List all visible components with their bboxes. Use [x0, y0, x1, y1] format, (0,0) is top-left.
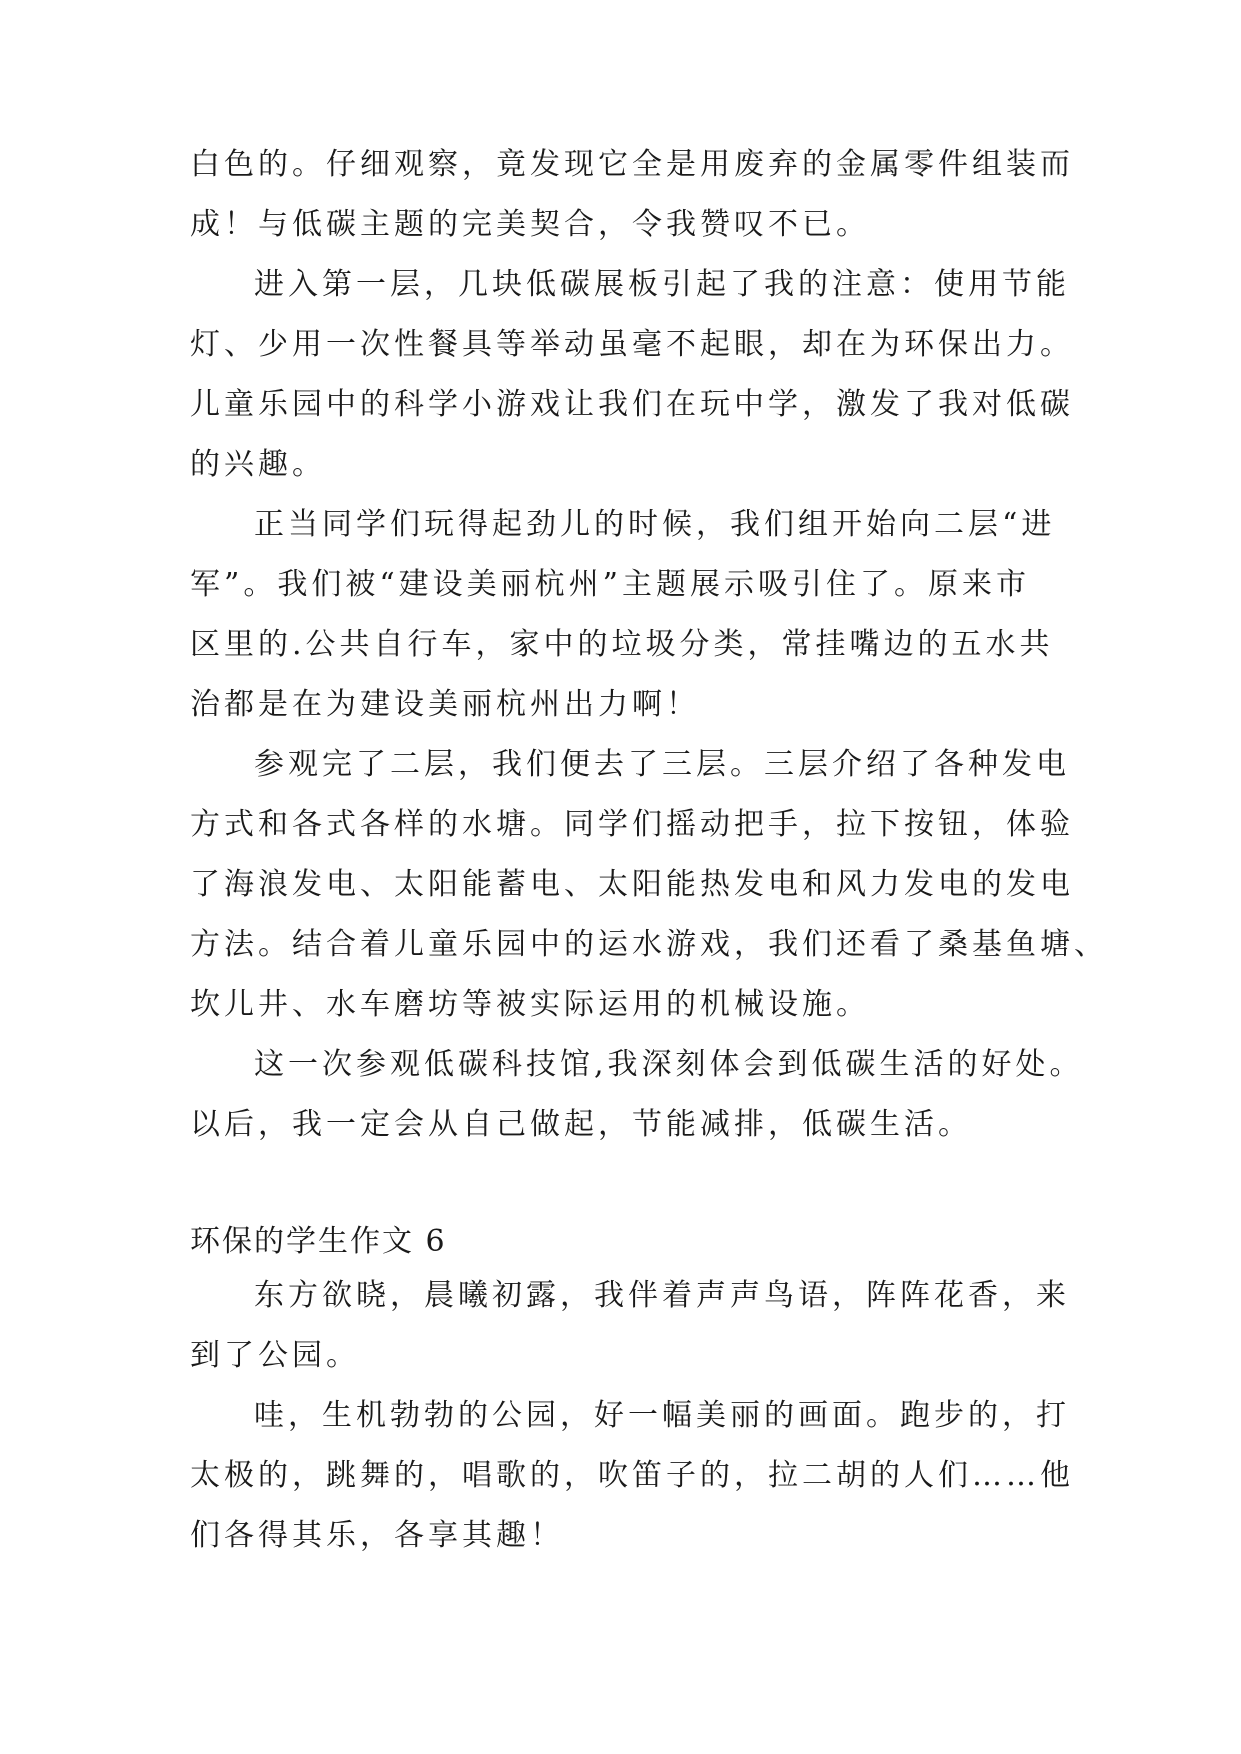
text-line: 参观完了二层，我们便去了三层。三层介绍了各种发电	[254, 747, 1070, 782]
text-line: 方式和各式各样的水塘。同学们摇动把手，拉下按钮，体验	[190, 807, 1074, 842]
text-line: 灯、少用一次性餐具等举动虽毫不起眼，却在为环保出力。	[190, 327, 1074, 362]
text-line: 这一次参观低碳科技馆,我深刻体会到低碳生活的好处。	[254, 1047, 1084, 1082]
section-title: 环保的学生作文 6	[190, 1224, 447, 1259]
text-line: 儿童乐园中的科学小游戏让我们在玩中学，激发了我对低碳	[190, 387, 1074, 422]
text-line: 到了公园。	[190, 1338, 360, 1373]
essay-body-part-1	[190, 135, 1108, 1155]
essay-body-part-2	[190, 1266, 1074, 1566]
text-line: 东方欲晓，晨曦初露，我伴着声声鸟语，阵阵花香，来	[254, 1278, 1070, 1313]
text-line: 的兴趣。	[190, 447, 326, 482]
text-line: 军”。我们被“建设美丽杭州”主题展示吸引住了。原来市	[190, 567, 1031, 602]
text-line: 白色的。仔细观察，竟发现它全是用废弃的金属零件组装而	[190, 147, 1074, 182]
text-line: 了海浪发电、太阳能蓄电、太阳能热发电和风力发电的发电	[190, 867, 1074, 902]
text-line: 哇，生机勃勃的公园，好一幅美丽的画面。跑步的，打	[254, 1398, 1070, 1433]
text-line: 坎儿井、水车磨坊等被实际运用的机械设施。	[190, 987, 870, 1022]
text-line: 正当同学们玩得起劲儿的时候，我们组开始向二层“进	[254, 507, 1056, 542]
text-line: 方法。结合着儿童乐园中的运水游戏，我们还看了桑基鱼塘、	[190, 927, 1108, 962]
text-line: 以后，我一定会从自己做起，节能减排，低碳生活。	[190, 1107, 972, 1142]
text-line: 成！与低碳主题的完美契合，令我赞叹不已。	[190, 207, 870, 242]
text-line: 区里的.公共自行车，家中的垃圾分类，常挂嘴边的五水共	[190, 627, 1054, 662]
text-line: 进入第一层，几块低碳展板引起了我的注意：使用节能	[254, 267, 1070, 302]
text-line: 太极的，跳舞的，唱歌的，吹笛子的，拉二胡的人们……他	[190, 1458, 1074, 1493]
text-line: 治都是在为建设美丽杭州出力啊！	[190, 687, 700, 722]
text-line: 们各得其乐，各享其趣！	[190, 1518, 564, 1553]
